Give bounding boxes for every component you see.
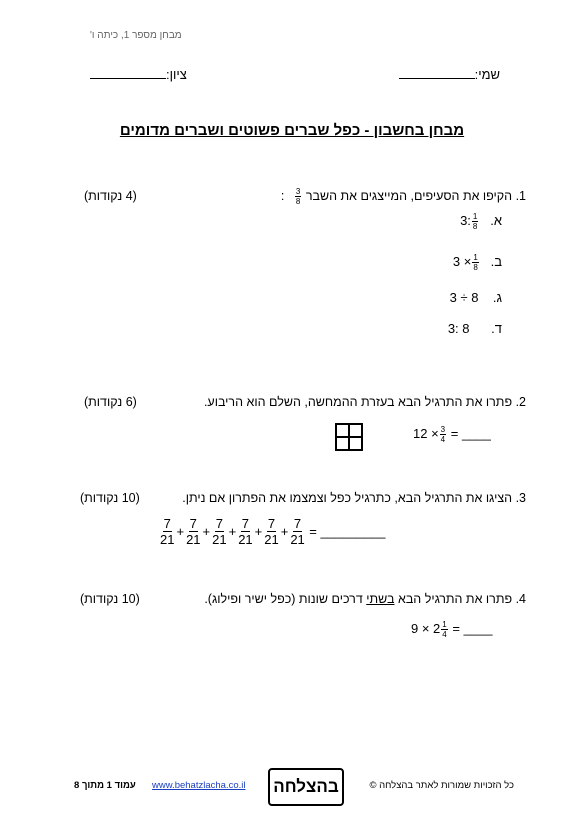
question-3-number: 3.: [515, 491, 526, 505]
q3-term: $\frac{7}{21}$: [212, 516, 227, 547]
q2-expression: 12 × $\frac{3}{4}$ = ____: [413, 425, 491, 444]
q3-term: $\frac{7}{21}$: [186, 516, 201, 547]
question-3: [182, 491, 526, 505]
q3-term: $\frac{7}{21}$: [290, 516, 305, 547]
question-1-fraction: $\frac{3}{8}$: [295, 187, 301, 206]
q3-expression: $\frac{7}{21}$ + $\frac{7}{21}$ + $\frac{7}{21}$ + $\frac{7}{21}$ + $\frac{7}{21}$ + $\frac{7}{21}$ = _________: [160, 516, 386, 547]
square-visual: [335, 423, 363, 451]
q3-term: $\frac{7}{21}$: [238, 516, 253, 547]
name-label: שמי:: [474, 67, 500, 82]
question-2-text: פתרו את התרגיל הבא בעזרת ההמחשה, השלם הוא הריבוע.: [203, 395, 513, 409]
name-blank[interactable]: [399, 66, 475, 79]
question-2-points: (6 נקודות): [84, 395, 137, 409]
q3-term: $\frac{7}{21}$: [160, 516, 175, 547]
q4-expression: 9 × 2 $\frac{1}{4}$ = ____: [411, 620, 493, 639]
grade-field[interactable]: [90, 66, 187, 82]
question-4-number: 4.: [515, 592, 526, 606]
question-1-text: הקיפו את הסעיפים, המייצגים את השבר: [305, 188, 513, 203]
question-1: 1. הקיפו את הסעיפים, המייצגים את השבר $\frac{3}{8}$ :: [280, 187, 526, 206]
footer-copyright: כל הזכויות שמורות לאתר בהצלחה ©: [369, 780, 514, 791]
question-2: [204, 395, 526, 409]
question-2-number: 2.: [515, 395, 526, 409]
q3-term: $\frac{7}{21}$: [264, 516, 279, 547]
grade-label: ציון:: [166, 67, 187, 82]
test-header-note: מבחן מספר 1, כיתה ו': [90, 30, 182, 41]
q1-option-a[interactable]: א. 3: $\frac{1}{8}$: [460, 212, 502, 231]
q1-option-b[interactable]: ב. 3 × $\frac{1}{8}$: [452, 253, 502, 272]
website-link[interactable]: www.behatzlacha.co.il: [152, 780, 246, 791]
page-title: מבחן בחשבון - כפל שברים פשוטים ושברים מדומים: [119, 122, 465, 139]
q1-option-c[interactable]: ג. 3 ÷ 8: [449, 290, 502, 305]
behatzlacha-logo: בהצלחה: [268, 768, 344, 806]
grade-blank[interactable]: [90, 66, 166, 79]
page-number: עמוד 1 מתוך 8: [74, 780, 136, 791]
question-4-points: (10 נקודות): [80, 592, 140, 606]
question-4: 4. פתרו את התרגיל הבא בשתי דרכים שונות (כפל ישיר ופילוג).: [204, 592, 526, 606]
question-3-text: הציגו את התרגיל הבא, כתרגיל כפל וצמצמו את הפתרון אם ניתן.: [182, 491, 513, 505]
question-1-points: (4 נקודות): [84, 189, 137, 203]
name-field[interactable]: [399, 66, 500, 82]
q1-option-d[interactable]: ד. 3: 8: [447, 321, 502, 336]
question-3-points: (10 נקודות): [80, 491, 140, 505]
question-1-number: 1.: [515, 188, 526, 203]
